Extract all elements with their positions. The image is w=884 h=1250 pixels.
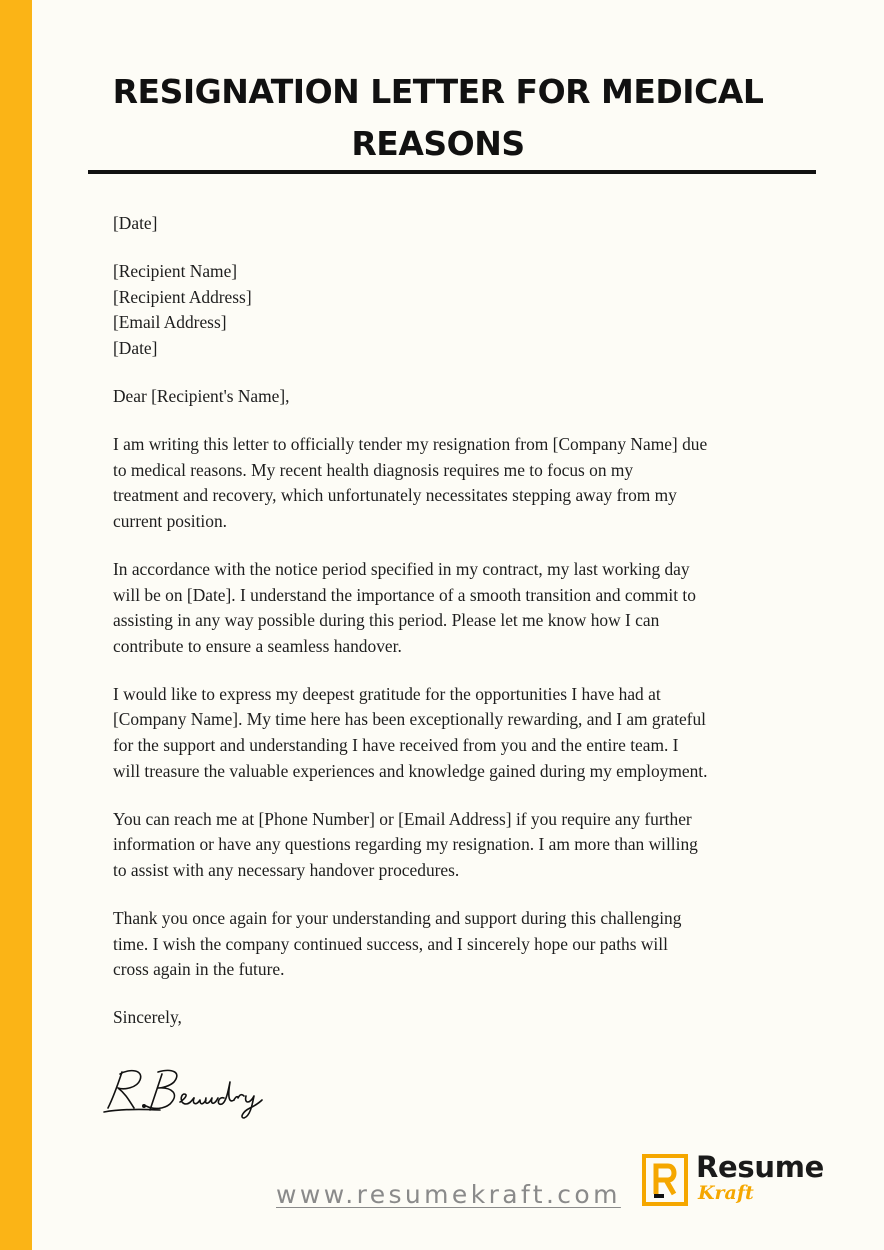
paragraph-line: will treasure the valuable experiences and knowledge gained during my employment. — [113, 760, 708, 781]
title-divider — [88, 170, 816, 174]
title-line-1: RESIGNATION LETTER FOR MEDICAL — [112, 72, 764, 111]
letter-date: [Date] — [113, 213, 158, 233]
paragraph-line: to assist with any necessary handover procedures. — [113, 859, 460, 880]
footer-website-link[interactable]: www.resumekraft.com — [276, 1180, 621, 1209]
paragraph-5 — [113, 906, 803, 983]
paragraph-line: You can reach me at [Phone Number] or [Email Address] if you require any further — [113, 808, 692, 829]
logo-text-kraft: Kraft — [698, 1182, 754, 1204]
paragraph-line: information or have any questions regarding my resignation. I am more than willing — [113, 834, 698, 855]
paragraph-line: assisting in any way possible during this period. Please let me know how I can — [113, 610, 660, 631]
paragraph-line: [Company Name]. My time here has been exceptionally rewarding, and I am grateful — [113, 709, 706, 730]
accent-side-bar — [0, 0, 32, 1250]
paragraph-line: I would like to express my deepest gratitude for the opportunities I have had at — [113, 683, 661, 704]
logo-mark-icon — [642, 1154, 688, 1206]
paragraph-line: contribute to ensure a seamless handover. — [113, 635, 402, 656]
paragraph-line: will be on [Date]. I understand the importance of a smooth transition and commit to — [113, 584, 696, 605]
paragraph-1 — [113, 432, 803, 534]
paragraph-line: In accordance with the notice period specified in my contract, my last working day — [113, 558, 690, 579]
salutation: Dear [Recipient's Name], — [113, 385, 290, 406]
recipient-address: [Recipient Address] — [113, 286, 252, 307]
page-title — [90, 66, 786, 170]
resumekraft-logo — [642, 1152, 832, 1212]
closing: Sincerely, — [113, 1007, 182, 1028]
paragraph-4 — [113, 807, 803, 884]
letter-body — [113, 211, 803, 1031]
paragraph-line: cross again in the future. — [113, 959, 285, 980]
paragraph-line: current position. — [113, 510, 227, 531]
recipient-block — [113, 259, 803, 361]
recipient-date: [Date] — [113, 337, 158, 358]
recipient-email: [Email Address] — [113, 312, 227, 333]
paragraph-line: time. I wish the company continued success, and I sincerely hope our paths will — [113, 933, 668, 954]
paragraph-line: I am writing this letter to officially tender my resignation from [Company Name] due — [113, 434, 708, 455]
paragraph-3 — [113, 682, 803, 784]
signature-image — [100, 1062, 280, 1122]
logo-text-resume: Resume — [696, 1150, 824, 1184]
recipient-name: [Recipient Name] — [113, 261, 238, 282]
paragraph-line: treatment and recovery, which unfortunately necessitates stepping away from my — [113, 485, 677, 506]
paragraph-line: for the support and understanding I have received from you and the entire team. I — [113, 735, 679, 755]
paragraph-line: to medical reasons. My recent health diagnosis requires me to focus on my — [113, 459, 634, 480]
paragraph-2 — [113, 557, 803, 659]
paragraph-line: Thank you once again for your understanding and support during this challenging — [113, 907, 682, 928]
title-line-2: REASONS — [351, 124, 525, 163]
